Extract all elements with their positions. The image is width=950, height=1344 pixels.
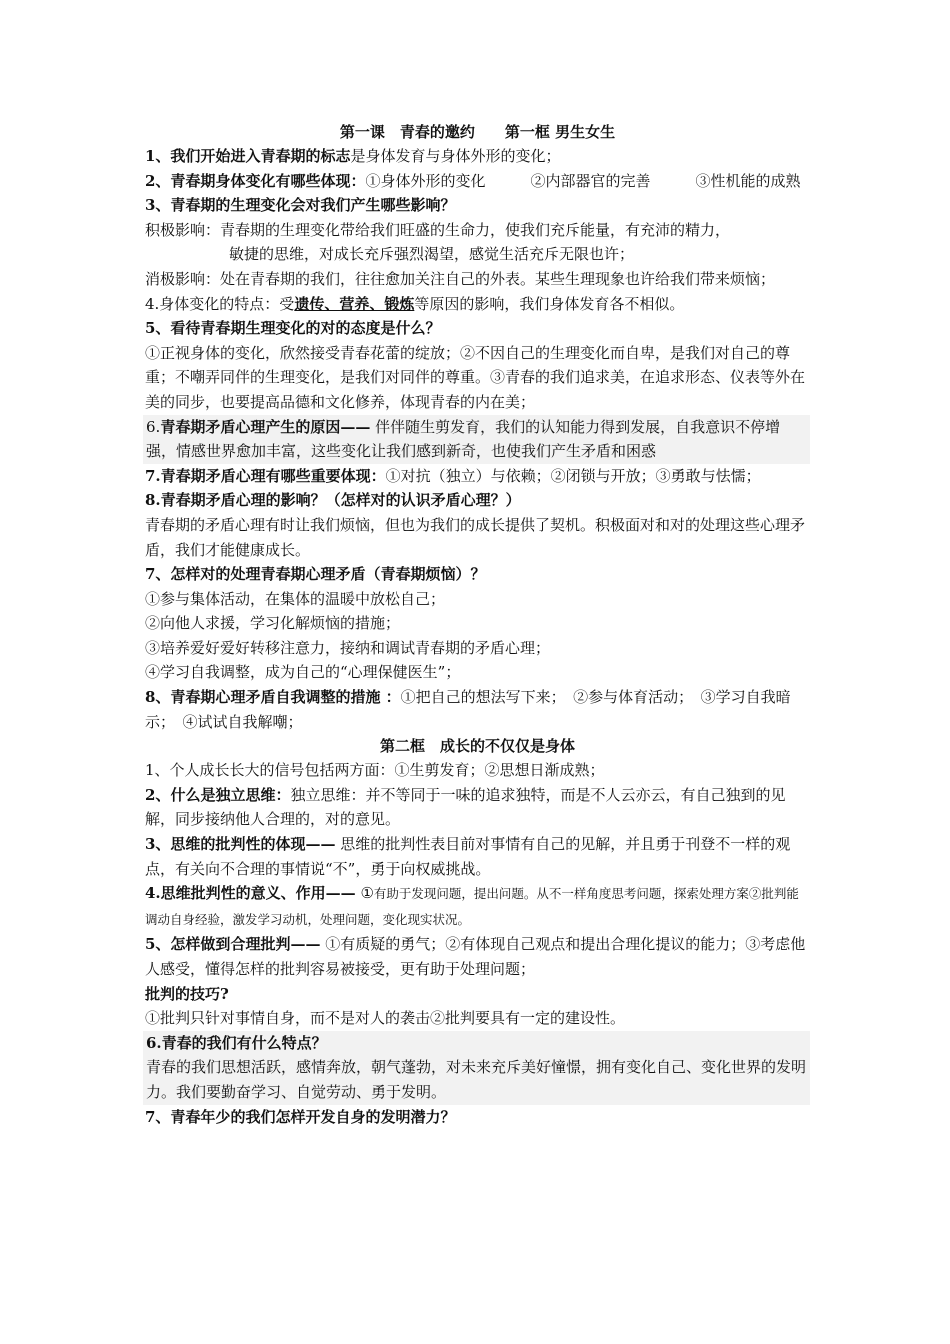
s2-q5-line	[145, 932, 810, 981]
s2-q3-answer: 思维的批判性表目前对事情有自己的见解，并且勇于刊登不一样的观点，有关向不合理的事情说“不”，勇于向权威挑战。	[145, 835, 791, 878]
q4-line	[145, 292, 810, 317]
q7-line	[145, 464, 810, 489]
lesson-title: 第一课 青春的邀约 第一框 男生女生	[339, 123, 616, 141]
q7-answer: ①对抗（独立）与依赖；②闭锁与开放；③勇敢与怯懦；	[385, 466, 761, 485]
q3-negative-effect: 消极影响：处在青春期的我们，往往愈加关注自己的外表。某些生理现象也许给我们带来烦恼；	[145, 269, 776, 288]
q1-line	[145, 144, 810, 169]
q5-question: 5、看待青春期生理变化的对的态度是什么？	[145, 319, 441, 338]
document-page	[145, 120, 810, 1129]
q6-answer: 伴伴随生剪发育，我们的认知能力得到发展，自我意识不停增强，情感世界愈加丰富，这些变化让我们感到新奇，也使我们产生矛盾和困惑	[146, 417, 781, 461]
criticism-skills-answer: ①批判只针对事情自身，而不是对人的袭击②批判要具有一定的建设性。	[145, 1009, 626, 1028]
s2-q6-question: 6.青春的我们有什么特点？	[146, 1033, 327, 1052]
s2-q3-question: 3、思维的批判性的体现——	[145, 835, 336, 854]
q4-rest: 等原因的影响，我们身体发育各不相似。	[414, 294, 685, 313]
s2-q1-line: 1、个人成长长大的信号包括两方面：①生剪发育；②思想日渐成熟；	[145, 761, 605, 780]
q2-line	[145, 169, 810, 194]
q1-answer: 是身体发育与身体外形的变化；	[350, 147, 561, 165]
q2-answer: ①身体外形的变化 ②内部器官的完善 ③性机能的成熟	[365, 171, 801, 190]
q5-answer: ①正视身体的变化，欣然接受青春花蕾的绽放；②不因自己的生理变化而自卑，是我们对自己的尊重；不嘲弄同伴的生理变化，是我们对同伴的尊重。③青春的我们追求美，在追求形态、仪表等外在美的同步，也要提高品德和文化修养，体现青春的内在美；	[145, 343, 806, 411]
q1-question: 1、我们开始进入青春期的标志	[145, 147, 351, 165]
s2-q4-question: 4.思维批判性的意义、作用——	[145, 884, 356, 903]
q9-item-3: ③培养爱好爱好转移注意力，接纳和调试青春期的矛盾心理；	[145, 638, 551, 657]
q8-question: 8.青春期矛盾心理的影响？（怎样对的认识矛盾心理？）	[145, 491, 521, 510]
q9-question: 7、怎样对的处理青春期心理矛盾（青春期烦恼）？	[145, 565, 486, 584]
q9-item-4: ④学习自我调整，成为自己的“心理保健医生”；	[145, 663, 461, 682]
q3-positive-effect-cont: 敏捷的思维，对成长充斥强烈渴望，感觉生活充斥无限也许；	[229, 245, 635, 264]
q4-lead: 4.身体变化的特点：受	[145, 294, 295, 313]
s2-q2-answer: 独立思维：并不等同于一味的追求独特，而是不人云亦云，有自己独到的见解，同步接纳他人合理的，对的意见。	[145, 785, 786, 829]
q6-question: 青春期矛盾心理产生的原因——	[160, 417, 371, 436]
s2-q7-question: 7、青春年少的我们怎样开发自身的发明潜力？	[145, 1107, 456, 1126]
criticism-skills-heading: 批判的技巧?	[145, 984, 229, 1003]
q10-answer: ①把自己的想法写下来； ②参与体育活动； ③学习自我暗示； ④试试自我解嘲；	[145, 688, 791, 731]
q2-question: 2、青春期身体变化有哪些体现：	[145, 171, 366, 190]
s2-q4-answer: 有助于发现问题，提出问题。从不一样角度思考问题，探索处理方案②批判能调动自身经验，激发学习动机，处理问题，变化现实状况。	[145, 886, 799, 927]
q10-question: 8、青春期心理矛盾自我调整的措施 ：	[145, 688, 401, 707]
q8-answer: 青春期的矛盾心理有时让我们烦恼，但也为我们的成长提供了契机。积极面对和对的处理这些心理矛盾，我们才能健康成长。	[145, 515, 806, 559]
q6-number: 6.	[146, 417, 161, 436]
s2-q5-question: 5、怎样做到合理批判——	[145, 935, 321, 954]
q6-shaded-block	[143, 415, 810, 464]
q6-line	[146, 415, 810, 464]
s2-q2-question: 什么是独立思维：	[170, 785, 291, 804]
q3-positive-effect: 积极影响：青春期的生理变化带给我们旺盛的生命力，使我们充斥能量，有充沛的精力，	[145, 220, 731, 239]
q4-factors: 遗传、营养、锻炼	[294, 294, 415, 313]
q9-item-2: ②向他人求援，学习化解烦恼的措施；	[145, 614, 401, 633]
q10-line	[145, 685, 810, 734]
q7-question: 7.青春期矛盾心理有哪些重要体现：	[145, 466, 386, 485]
s2-q5-answer: ①有质疑的勇气；②有体现自己观点和提出合理化提议的能力；③考虑他人感受，懂得怎样的批判容易被接受，更有助于处理问题；	[145, 935, 806, 978]
q3-question: 3、青春期的生理变化会对我们产生哪些影响？	[145, 196, 456, 215]
s2-q2-number: 2、	[145, 785, 171, 804]
s2-q2-line	[145, 783, 810, 832]
s2-q6-shaded-block	[143, 1031, 810, 1105]
s2-q6-answer: 青春的我们思想活跃，感情奔放，朝气蓬勃，对未来充斥美好憧憬，拥有变化自己、变化世界的发明力。我们要勤奋学习、自觉劳动、勇于发明。	[146, 1058, 807, 1101]
s2-q4-line	[145, 881, 810, 932]
q9-item-1: ①参与集体活动，在集体的温暖中放松自己；	[145, 589, 446, 608]
section-title: 第二框 成长的不仅仅是身体	[379, 737, 575, 756]
s2-q3-line	[145, 832, 810, 881]
s2-q4-marker: ①	[355, 884, 374, 903]
